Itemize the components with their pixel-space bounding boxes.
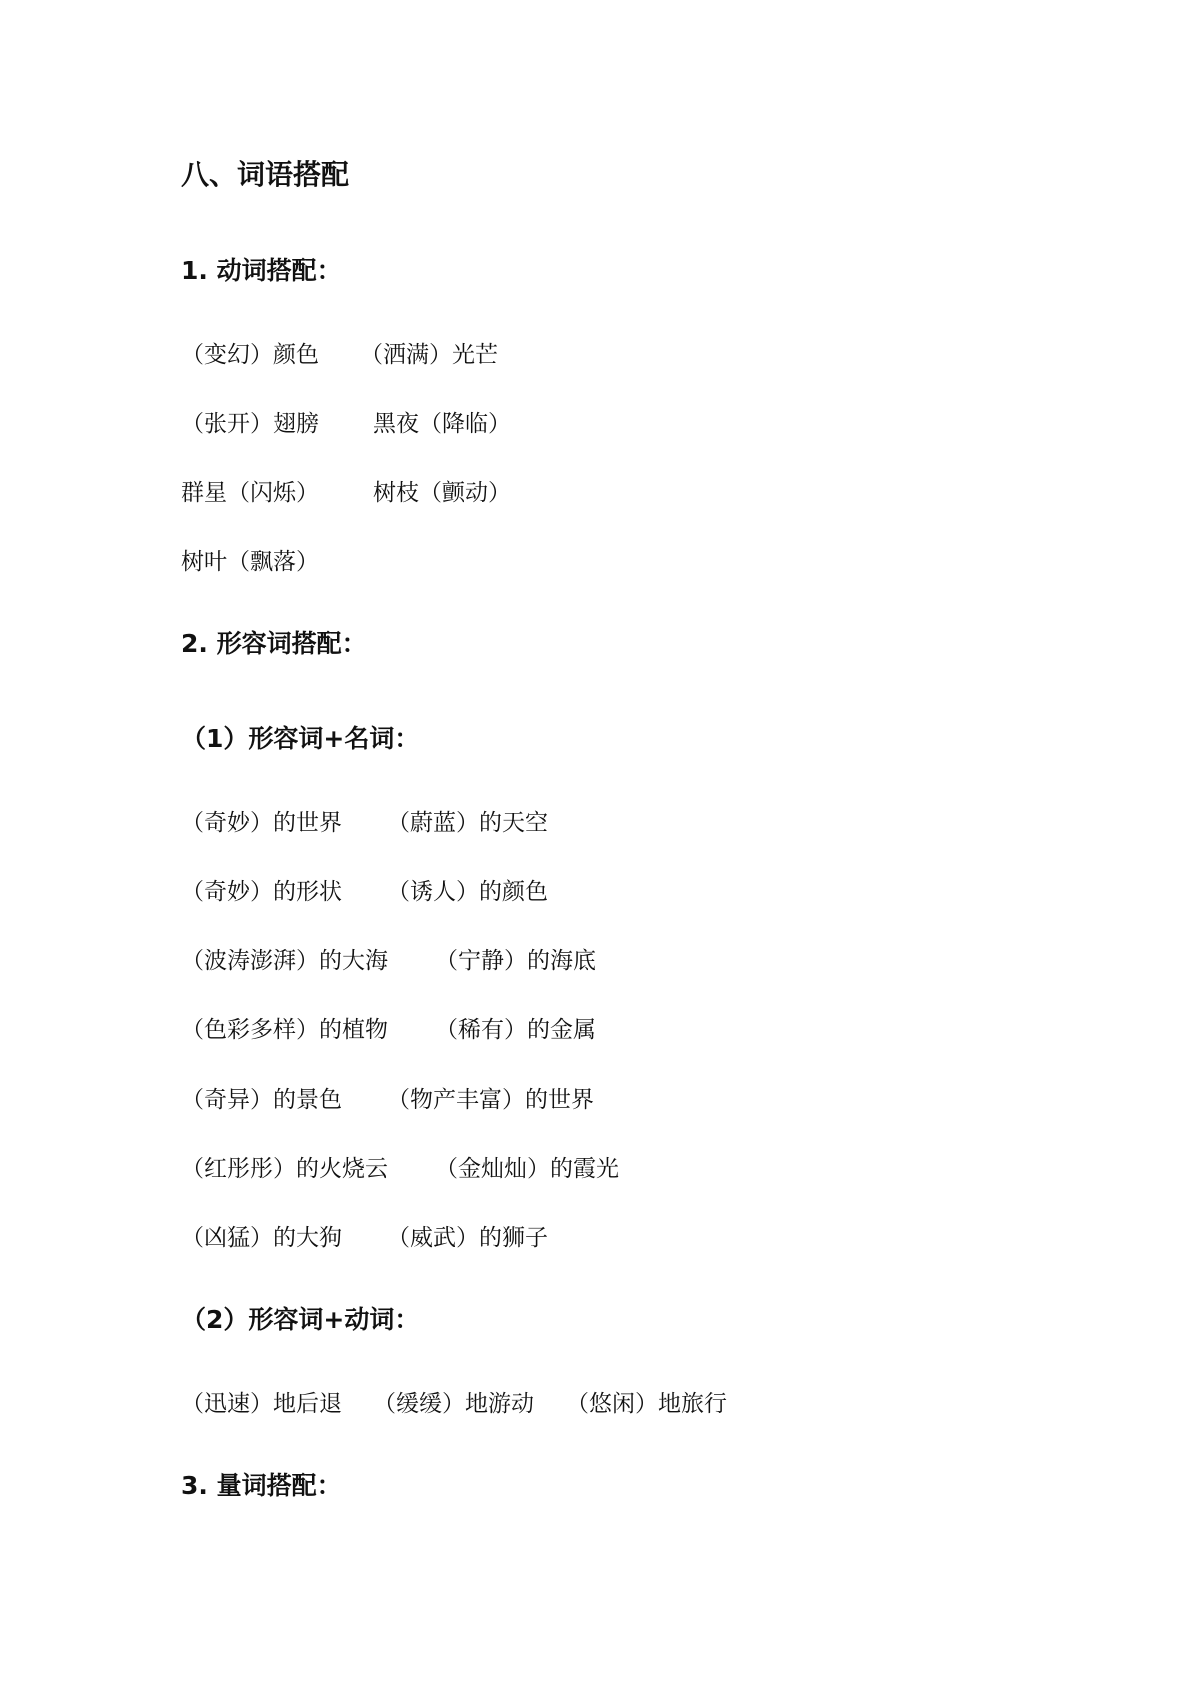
adj-noun-phrase: （稀有）的金属 (435, 1017, 596, 1043)
adj-noun-phrase: （奇异）的景色 (181, 1087, 342, 1113)
verb-phrase: 树叶（飘落） (181, 549, 319, 575)
page-title: 八、词语搭配 (181, 158, 350, 191)
adj-noun-phrase: （波涛澎湃）的大海 (181, 948, 388, 974)
section-heading-adjective: 2. 形容词搭配： (181, 629, 367, 658)
section-heading-verb: 1. 动词搭配： (181, 256, 342, 285)
adj-noun-phrase: （金灿灿）的霞光 (435, 1156, 619, 1182)
adj-noun-phrase: （凶猛）的大狗 (181, 1225, 342, 1251)
adj-noun-phrase: （色彩多样）的植物 (181, 1017, 388, 1043)
adj-noun-phrase: （奇妙）的形状 (181, 879, 342, 905)
adj-noun-phrase: （红彤彤）的火烧云 (181, 1156, 388, 1182)
verb-phrase: 群星（闪烁） (181, 480, 319, 506)
adj-noun-phrase: （物产丰富）的世界 (387, 1087, 594, 1113)
adj-noun-phrase: （威武）的狮子 (387, 1225, 548, 1251)
section-heading-measure-word: 3. 量词搭配： (181, 1471, 342, 1500)
verb-phrase: （洒满）光芒 (360, 342, 498, 368)
adj-noun-phrase: （诱人）的颜色 (387, 879, 548, 905)
adj-verb-phrase: （缓缓）地游动 (373, 1391, 534, 1417)
verb-phrase: 黑夜（降临） (373, 411, 511, 437)
verb-row-4 (181, 549, 319, 620)
adj-noun-phrase: （宁静）的海底 (435, 948, 596, 974)
subheading-adj-verb: （2）形容词+动词： (181, 1305, 420, 1334)
adj-noun-phrase: （奇妙）的世界 (181, 810, 342, 836)
verb-phrase: （张开）翅膀 (181, 411, 319, 437)
subheading-adj-noun: （1）形容词+名词： (181, 724, 420, 753)
verb-phrase: 树枝（颤动） (373, 480, 511, 506)
verb-phrase: （变幻）颜色 (181, 342, 319, 368)
adj-noun-phrase: （蔚蓝）的天空 (387, 810, 548, 836)
adj-verb-phrase: （迅速）地后退 (181, 1391, 342, 1417)
adj-verb-phrase: （悠闲）地旅行 (566, 1391, 727, 1417)
